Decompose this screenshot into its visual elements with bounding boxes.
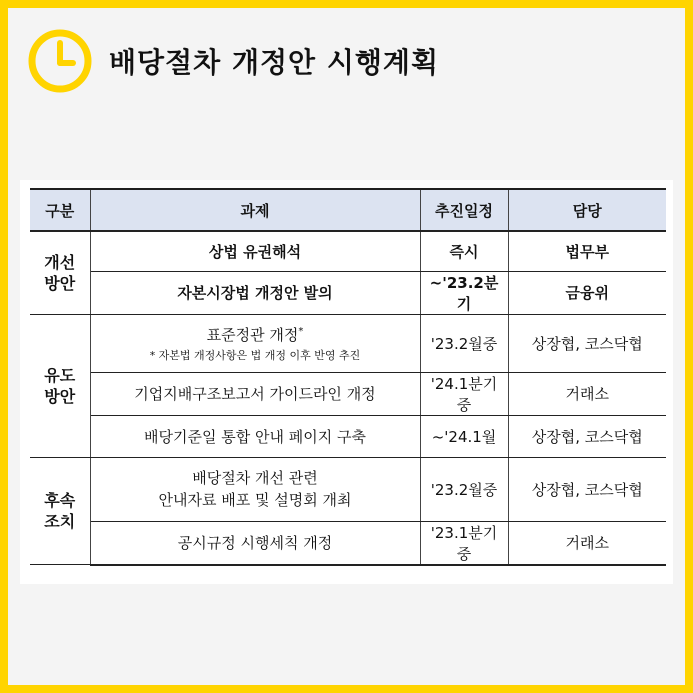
owner-cell: 거래소	[508, 372, 666, 415]
schedule-cell: '24.1분기중	[420, 372, 508, 415]
owner-cell: 상장협, 코스닥협	[508, 457, 666, 521]
schedule-cell: '23.2월중	[420, 314, 508, 372]
task-cell: 배당기준일 통합 안내 페이지 구축	[90, 415, 420, 457]
table-row	[30, 521, 666, 565]
column-header-category: 구분	[30, 189, 90, 231]
schedule-cell: '23.2월중	[420, 457, 508, 521]
schedule-cell: ~'23.2분기	[420, 271, 508, 314]
schedule-cell: ~'24.1월	[420, 415, 508, 457]
clock-icon	[27, 28, 93, 94]
table-row	[30, 314, 666, 372]
task-footnote: * 자본법 개정사항은 법 개정 이후 반영 추진	[149, 348, 361, 362]
task-cell: 공시규정 시행세칙 개정	[90, 521, 420, 565]
schedule-card	[20, 180, 673, 584]
task-cell: 기업지배구조보고서 가이드라인 개정	[90, 372, 420, 415]
table-header-row	[30, 189, 666, 231]
task-cell: 배당절차 개선 관련 안내자료 배포 및 설명회 개최	[90, 457, 420, 521]
owner-cell: 법무부	[508, 231, 666, 271]
table-row	[30, 372, 666, 415]
task-text: 표준정관 개정	[206, 325, 299, 344]
schedule-table	[30, 188, 666, 566]
table-row	[30, 271, 666, 314]
group-label-followup: 후속 조치	[30, 457, 90, 565]
owner-cell: 상장협, 코스닥협	[508, 314, 666, 372]
page-title: 배당절차 개정안 시행계획	[109, 46, 440, 79]
group-label-inducement: 유도 방안	[30, 314, 90, 457]
footnote-mark: *	[298, 325, 304, 337]
owner-cell: 상장협, 코스닥협	[508, 415, 666, 457]
header	[27, 28, 439, 94]
group-label-improvement: 개선 방안	[30, 231, 90, 314]
column-header-task: 과제	[90, 189, 420, 231]
table-row	[30, 415, 666, 457]
column-header-owner: 담당	[508, 189, 666, 231]
table-row	[30, 457, 666, 521]
schedule-cell: '23.1분기중	[420, 521, 508, 565]
task-cell: 상법 유권해석	[90, 231, 420, 271]
owner-cell: 금융위	[508, 271, 666, 314]
column-header-schedule: 추진일정	[420, 189, 508, 231]
task-cell	[90, 314, 420, 372]
schedule-cell: 즉시	[420, 231, 508, 271]
table-row	[30, 231, 666, 271]
task-cell: 자본시장법 개정안 발의	[90, 271, 420, 314]
content-panel	[8, 8, 685, 685]
owner-cell: 거래소	[508, 521, 666, 565]
